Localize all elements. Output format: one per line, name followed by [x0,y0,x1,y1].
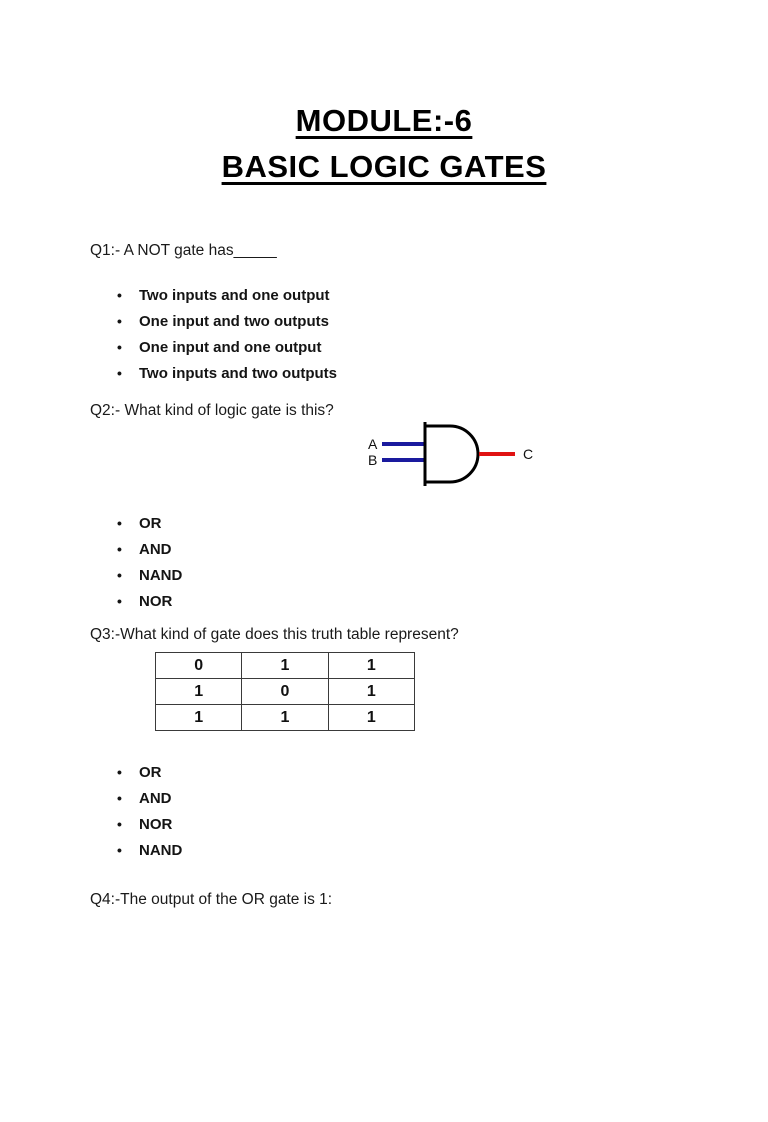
gate-input-a-label: A [368,436,378,452]
truth-table-wrap [155,652,678,731]
option-label: Two inputs and two outputs [139,364,338,382]
truth-table-cell: 1 [156,679,242,705]
bullet-icon: • [117,567,122,583]
table-row [156,705,415,731]
option-label: Two inputs and one output [139,286,330,304]
option-label: NOR [139,815,173,833]
option-label: One input and one output [139,338,322,356]
list-item [117,837,678,863]
question-q2: Q2:- What kind of logic gate is this? [90,402,334,419]
bullet-icon: • [117,842,122,858]
list-item [117,334,678,360]
truth-table-cell: 1 [156,705,242,731]
list-item [117,811,678,837]
truth-table-cell: 1 [328,653,414,679]
option-label: NAND [139,566,183,584]
list-item [117,282,678,308]
bullet-icon: • [117,339,122,355]
page-title: MODULE:-6 [295,103,473,138]
and-gate-body [425,426,478,482]
option-label: AND [139,789,172,807]
q2-options-list [90,510,678,614]
document-page [0,98,768,1122]
option-label: OR [139,514,162,532]
bullet-icon: • [117,764,122,780]
q1-options-list [90,282,678,386]
question-q3: Q3:-What kind of gate does this truth table represent? [90,626,459,643]
title-block [90,98,678,190]
bullet-icon: • [117,287,122,303]
list-item [117,510,678,536]
list-item [117,759,678,785]
option-label: AND [139,540,172,558]
bullet-icon: • [117,541,122,557]
truth-table-cell: 0 [242,679,328,705]
option-label: NOR [139,592,173,610]
gate-input-b-label: B [368,452,378,468]
bullet-icon: • [117,790,122,806]
logic-gate-diagram [362,420,542,490]
list-item [117,588,678,614]
truth-table-cell: 1 [242,653,328,679]
question-q4: Q4:-The output of the OR gate is 1: [90,891,333,908]
list-item [117,562,678,588]
list-item [117,308,678,334]
list-item [117,360,678,386]
page-subtitle: BASIC LOGIC GATES [221,149,547,184]
question-q1: Q1:- A NOT gate has_____ [90,242,277,259]
bullet-icon: • [117,593,122,609]
table-row [156,679,415,705]
q3-options-list [90,759,678,863]
table-row [156,653,415,679]
option-label: One input and two outputs [139,312,329,330]
bullet-icon: • [117,515,122,531]
and-gate-figure [362,420,542,490]
truth-table-cell: 1 [328,705,414,731]
truth-table [155,652,415,731]
option-label: NAND [139,841,183,859]
list-item [117,785,678,811]
bullet-icon: • [117,313,122,329]
truth-table-cell: 1 [328,679,414,705]
list-item [117,536,678,562]
truth-table-cell: 1 [242,705,328,731]
gate-output-label: C [523,446,534,462]
bullet-icon: • [117,365,122,381]
bullet-icon: • [117,816,122,832]
truth-table-cell: 0 [156,653,242,679]
option-label: OR [139,763,162,781]
